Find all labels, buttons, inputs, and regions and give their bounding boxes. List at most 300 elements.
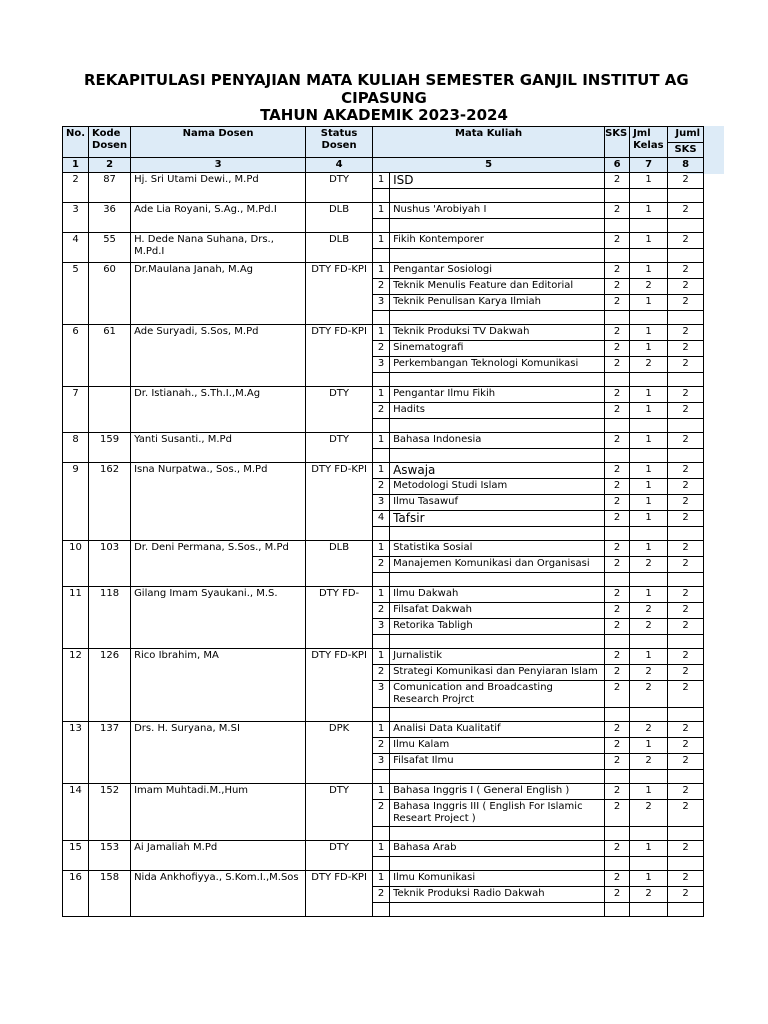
course-kelas: 1 (630, 511, 668, 527)
course-jumlah-sks: 2 (668, 649, 704, 665)
lecturer-name: Rico Ibrahim, MA (131, 649, 306, 722)
col-num: 8 (668, 158, 704, 173)
empty-cell (390, 219, 605, 233)
course-name: Metodologi Studi Islam (390, 479, 605, 495)
header-jumlah: Juml (668, 127, 704, 143)
empty-cell (668, 189, 704, 203)
empty-cell (630, 373, 668, 387)
course-number: 1 (373, 722, 390, 738)
lecturer-status: DTY FD-KPI (306, 871, 373, 917)
course-sks: 2 (605, 357, 630, 373)
course-jumlah-sks: 2 (668, 433, 704, 449)
course-name: Nushus 'Arobiyah I (390, 203, 605, 219)
col-num: 7 (630, 158, 668, 173)
empty-cell (605, 373, 630, 387)
course-kelas: 1 (630, 203, 668, 219)
empty-cell (630, 857, 668, 871)
report-title-line2: CIPASUNG (341, 89, 427, 107)
lecturer-status: DPK (306, 722, 373, 784)
col-num: 5 (373, 158, 605, 173)
course-name: Bahasa Inggris I ( General English ) (390, 784, 605, 800)
course-jumlah-sks: 2 (668, 784, 704, 800)
lecturer-name: H. Dede Nana Suhana, Drs., M.Pd.I (131, 233, 306, 263)
course-name: Aswaja (390, 463, 605, 479)
empty-cell (390, 827, 605, 841)
lecturer-kode: 153 (89, 841, 131, 871)
course-name: Ilmu Tasawuf (390, 495, 605, 511)
lecturer-status: DLB (306, 541, 373, 587)
empty-cell (373, 249, 390, 263)
course-sks: 2 (605, 649, 630, 665)
course-jumlah-sks: 2 (668, 463, 704, 479)
course-number: 3 (373, 754, 390, 770)
empty-cell (630, 573, 668, 587)
col-num: 6 (605, 158, 630, 173)
course-number: 3 (373, 357, 390, 373)
course-jumlah-sks: 2 (668, 541, 704, 557)
course-sks: 2 (605, 738, 630, 754)
course-number: 1 (373, 173, 390, 189)
course-kelas: 1 (630, 295, 668, 311)
table-row (63, 433, 704, 449)
course-name: Ilmu Kalam (390, 738, 605, 754)
table-row (63, 263, 704, 279)
course-jumlah-sks: 2 (668, 387, 704, 403)
course-name: Jurnalistik (390, 649, 605, 665)
course-kelas: 1 (630, 871, 668, 887)
empty-cell (605, 311, 630, 325)
empty-cell (373, 635, 390, 649)
course-name: Analisi Data Kualitatif (390, 722, 605, 738)
empty-cell (373, 527, 390, 541)
course-jumlah-sks: 2 (668, 295, 704, 311)
course-kelas: 1 (630, 325, 668, 341)
course-number: 1 (373, 541, 390, 557)
empty-cell (373, 189, 390, 203)
lecturer-kode: 60 (89, 263, 131, 325)
lecturer-no: 9 (63, 463, 89, 541)
course-number: 2 (373, 665, 390, 681)
table-row (63, 203, 704, 219)
lecturer-name: Drs. H. Suryana, M.SI (131, 722, 306, 784)
course-jumlah-sks: 2 (668, 263, 704, 279)
course-number: 1 (373, 433, 390, 449)
empty-cell (373, 708, 390, 722)
course-name: Teknik Menulis Feature dan Editorial (390, 279, 605, 295)
course-kelas: 1 (630, 784, 668, 800)
course-jumlah-sks: 2 (668, 403, 704, 419)
empty-cell (668, 219, 704, 233)
course-kelas: 2 (630, 557, 668, 573)
lecturer-kode: 152 (89, 784, 131, 841)
empty-cell (390, 527, 605, 541)
lecturer-kode: 159 (89, 433, 131, 463)
course-name: Hadits (390, 403, 605, 419)
course-sks: 2 (605, 295, 630, 311)
course-sks: 2 (605, 754, 630, 770)
course-number: 1 (373, 587, 390, 603)
empty-cell (630, 527, 668, 541)
course-sks: 2 (605, 681, 630, 708)
lecturer-name: Isna Nurpatwa., Sos., M.Pd (131, 463, 306, 541)
course-jumlah-sks: 2 (668, 665, 704, 681)
course-jumlah-sks: 2 (668, 173, 704, 189)
course-name: Bahasa Indonesia (390, 433, 605, 449)
lecturer-status: DTY (306, 433, 373, 463)
course-kelas: 1 (630, 233, 668, 249)
lecturer-name: Dr.Maulana Janah, M.Ag (131, 263, 306, 325)
course-number: 2 (373, 800, 390, 827)
course-number: 3 (373, 681, 390, 708)
course-jumlah-sks: 2 (668, 887, 704, 903)
lecturer-kode: 118 (89, 587, 131, 649)
course-name: Bahasa Inggris III ( English For Islamic Researt Project ) (390, 800, 605, 827)
course-sks: 2 (605, 841, 630, 857)
course-kelas: 1 (630, 541, 668, 557)
empty-cell (668, 449, 704, 463)
col-num: 2 (89, 158, 131, 173)
course-name: Tafsir (390, 511, 605, 527)
lecturer-status: DTY FD-KPI (306, 263, 373, 325)
header-kode: Kode Dosen (89, 127, 131, 158)
empty-cell (390, 419, 605, 433)
course-kelas: 1 (630, 479, 668, 495)
course-number: 2 (373, 603, 390, 619)
header-mata-kuliah: Mata Kuliah (373, 127, 605, 158)
report-title: REKAPITULASI PENYAJIAN MATA KULIAH SEMESTER GANJIL INSTITUT AG (84, 71, 689, 89)
course-sks: 2 (605, 263, 630, 279)
course-number: 1 (373, 203, 390, 219)
course-kelas: 2 (630, 722, 668, 738)
empty-cell (605, 635, 630, 649)
empty-cell (630, 189, 668, 203)
empty-cell (605, 573, 630, 587)
lecturer-name: Hj. Sri Utami Dewi., M.Pd (131, 173, 306, 203)
table-row (63, 173, 704, 189)
course-name: Sinematografi (390, 341, 605, 357)
course-kelas: 2 (630, 603, 668, 619)
course-number: 3 (373, 495, 390, 511)
empty-cell (390, 903, 605, 917)
lecturer-status: DLB (306, 203, 373, 233)
course-number: 1 (373, 325, 390, 341)
lecturer-no: 7 (63, 387, 89, 433)
header-no: No. (63, 127, 89, 158)
course-number: 1 (373, 263, 390, 279)
course-jumlah-sks: 2 (668, 325, 704, 341)
course-jumlah-sks: 2 (668, 619, 704, 635)
table-row (63, 541, 704, 557)
course-kelas: 2 (630, 279, 668, 295)
empty-cell (668, 527, 704, 541)
lecturer-no: 4 (63, 233, 89, 263)
course-name: Filsafat Dakwah (390, 603, 605, 619)
empty-cell (373, 573, 390, 587)
lecturer-no: 8 (63, 433, 89, 463)
course-number: 2 (373, 479, 390, 495)
course-jumlah-sks: 2 (668, 738, 704, 754)
course-kelas: 1 (630, 495, 668, 511)
course-jumlah-sks: 2 (668, 203, 704, 219)
course-kelas: 1 (630, 463, 668, 479)
course-kelas: 1 (630, 738, 668, 754)
header-status: Status Dosen (306, 127, 373, 158)
header-row (63, 127, 704, 143)
course-kelas: 2 (630, 681, 668, 708)
empty-cell (390, 449, 605, 463)
course-kelas: 1 (630, 587, 668, 603)
lecturer-status: DTY (306, 784, 373, 841)
course-name: Manajemen Komunikasi dan Organisasi (390, 557, 605, 573)
course-jumlah-sks: 2 (668, 841, 704, 857)
course-number: 4 (373, 511, 390, 527)
table-row (63, 784, 704, 800)
course-name: ISD (390, 173, 605, 189)
table-row (63, 325, 704, 341)
course-jumlah-sks: 2 (668, 587, 704, 603)
lecturer-name: Ai Jamaliah M.Pd (131, 841, 306, 871)
empty-cell (630, 770, 668, 784)
empty-cell (630, 449, 668, 463)
empty-cell (605, 189, 630, 203)
course-jumlah-sks: 2 (668, 279, 704, 295)
course-sks: 2 (605, 557, 630, 573)
course-sks: 2 (605, 887, 630, 903)
empty-cell (373, 419, 390, 433)
lecturer-status: DTY FD-KPI (306, 649, 373, 722)
course-kelas: 2 (630, 800, 668, 827)
course-sks: 2 (605, 603, 630, 619)
course-kelas: 2 (630, 619, 668, 635)
lecturer-name: Yanti Susanti., M.Pd (131, 433, 306, 463)
course-name: Ilmu Komunikasi (390, 871, 605, 887)
empty-cell (390, 708, 605, 722)
lecturer-kode: 162 (89, 463, 131, 541)
course-number: 1 (373, 233, 390, 249)
course-sks: 2 (605, 587, 630, 603)
lecturer-no: 3 (63, 203, 89, 233)
empty-cell (605, 449, 630, 463)
empty-cell (630, 708, 668, 722)
course-sks: 2 (605, 279, 630, 295)
empty-cell (605, 527, 630, 541)
lecturer-name: Dr. Istianah., S.Th.I.,M.Ag (131, 387, 306, 433)
lecturer-name: Ade Suryadi, S.Sos, M.Pd (131, 325, 306, 387)
empty-cell (668, 827, 704, 841)
course-number: 2 (373, 557, 390, 573)
course-sks: 2 (605, 233, 630, 249)
empty-cell (630, 827, 668, 841)
course-jumlah-sks: 2 (668, 357, 704, 373)
lecturer-no: 5 (63, 263, 89, 325)
empty-cell (373, 770, 390, 784)
empty-cell (605, 219, 630, 233)
course-name: Pengantar Sosiologi (390, 263, 605, 279)
course-number: 1 (373, 463, 390, 479)
lecturer-no: 11 (63, 587, 89, 649)
lecturer-status: DTY (306, 173, 373, 203)
course-sks: 2 (605, 463, 630, 479)
course-number: 2 (373, 279, 390, 295)
course-name: Teknik Produksi Radio Dakwah (390, 887, 605, 903)
empty-cell (390, 770, 605, 784)
empty-cell (390, 857, 605, 871)
empty-cell (668, 249, 704, 263)
empty-cell (390, 635, 605, 649)
empty-cell (630, 311, 668, 325)
table-row (63, 233, 704, 249)
course-name: Ilmu Dakwah (390, 587, 605, 603)
course-number: 3 (373, 295, 390, 311)
lecturer-no: 14 (63, 784, 89, 841)
course-kelas: 2 (630, 357, 668, 373)
course-sks: 2 (605, 173, 630, 189)
empty-cell (605, 419, 630, 433)
lecturer-no: 12 (63, 649, 89, 722)
lecturer-name: Nida Ankhofiyya., S.Kom.I.,M.Sos (131, 871, 306, 917)
course-number: 1 (373, 784, 390, 800)
lecturer-name: Dr. Deni Permana, S.Sos., M.Pd (131, 541, 306, 587)
course-name: Teknik Produksi TV Dakwah (390, 325, 605, 341)
course-sks: 2 (605, 800, 630, 827)
course-sks: 2 (605, 325, 630, 341)
course-number: 2 (373, 887, 390, 903)
course-sks: 2 (605, 203, 630, 219)
lecturer-kode: 103 (89, 541, 131, 587)
empty-cell (373, 373, 390, 387)
lecturer-no: 16 (63, 871, 89, 917)
lecturer-kode: 137 (89, 722, 131, 784)
course-name: Perkembangan Teknologi Komunikasi (390, 357, 605, 373)
empty-cell (390, 373, 605, 387)
empty-cell (390, 573, 605, 587)
empty-cell (605, 249, 630, 263)
lecturer-status: DTY FD-KPI (306, 463, 373, 541)
header-nama: Nama Dosen (131, 127, 306, 158)
course-sks: 2 (605, 479, 630, 495)
empty-cell (668, 573, 704, 587)
course-sks: 2 (605, 511, 630, 527)
empty-cell (668, 770, 704, 784)
course-name: Comunication and Broadcasting Research Projrct (390, 681, 605, 708)
course-jumlah-sks: 2 (668, 800, 704, 827)
course-sks: 2 (605, 871, 630, 887)
header-sks: SKS (605, 127, 630, 158)
course-sks: 2 (605, 495, 630, 511)
course-jumlah-sks: 2 (668, 871, 704, 887)
course-name: Strategi Komunikasi dan Penyiaran Islam (390, 665, 605, 681)
lecturer-no: 10 (63, 541, 89, 587)
empty-cell (668, 903, 704, 917)
lecturer-name: Gilang Imam Syaukani., M.S. (131, 587, 306, 649)
course-name: Pengantar Ilmu Fikih (390, 387, 605, 403)
course-sks: 2 (605, 784, 630, 800)
table-row (63, 871, 704, 887)
empty-cell (605, 827, 630, 841)
course-sks: 2 (605, 341, 630, 357)
column-number-row (63, 158, 704, 173)
empty-cell (668, 311, 704, 325)
empty-cell (668, 419, 704, 433)
course-number: 2 (373, 738, 390, 754)
empty-cell (373, 449, 390, 463)
lecturer-name: Imam Muhtadi.M.,Hum (131, 784, 306, 841)
empty-cell (630, 249, 668, 263)
lecturer-no: 13 (63, 722, 89, 784)
course-kelas: 1 (630, 841, 668, 857)
course-kelas: 1 (630, 387, 668, 403)
empty-cell (605, 903, 630, 917)
course-number: 3 (373, 619, 390, 635)
table-row (63, 387, 704, 403)
course-kelas: 1 (630, 433, 668, 449)
empty-cell (373, 857, 390, 871)
course-name: Fikih Kontemporer (390, 233, 605, 249)
empty-cell (373, 219, 390, 233)
table-row (63, 649, 704, 665)
table-row (63, 841, 704, 857)
lecturer-status: DTY (306, 387, 373, 433)
course-name: Retorika Tabligh (390, 619, 605, 635)
header-jml-kelas: Jml Kelas (630, 127, 668, 158)
lecturer-kode: 158 (89, 871, 131, 917)
course-kelas: 1 (630, 341, 668, 357)
course-kelas: 1 (630, 649, 668, 665)
course-sks: 2 (605, 433, 630, 449)
lecturer-no: 15 (63, 841, 89, 871)
header-jumlah-sks: SKS (668, 143, 704, 158)
course-kelas: 2 (630, 887, 668, 903)
empty-cell (630, 219, 668, 233)
course-jumlah-sks: 2 (668, 557, 704, 573)
empty-cell (605, 770, 630, 784)
empty-cell (373, 311, 390, 325)
col-num: 1 (63, 158, 89, 173)
course-jumlah-sks: 2 (668, 233, 704, 249)
empty-cell (373, 827, 390, 841)
course-number: 1 (373, 841, 390, 857)
lecturer-kode (89, 387, 131, 433)
lecturer-status: DLB (306, 233, 373, 263)
lecturer-status: DTY (306, 841, 373, 871)
empty-cell (605, 857, 630, 871)
table-row (63, 587, 704, 603)
empty-cell (668, 708, 704, 722)
course-kelas: 2 (630, 754, 668, 770)
course-jumlah-sks: 2 (668, 754, 704, 770)
empty-cell (668, 635, 704, 649)
empty-cell (373, 903, 390, 917)
lecturer-no: 6 (63, 325, 89, 387)
empty-cell (668, 373, 704, 387)
course-kelas: 1 (630, 173, 668, 189)
course-name: Statistika Sosial (390, 541, 605, 557)
lecturer-kode: 126 (89, 649, 131, 722)
lecturer-kode: 55 (89, 233, 131, 263)
empty-cell (390, 189, 605, 203)
lecturer-no: 2 (63, 173, 89, 203)
course-kelas: 1 (630, 403, 668, 419)
course-jumlah-sks: 2 (668, 341, 704, 357)
course-name: Teknik Penulisan Karya Ilmiah (390, 295, 605, 311)
empty-cell (390, 249, 605, 263)
lecturer-status: DTY FD- (306, 587, 373, 649)
empty-cell (630, 635, 668, 649)
empty-cell (668, 857, 704, 871)
lecturer-kode: 36 (89, 203, 131, 233)
empty-cell (605, 708, 630, 722)
lecturer-status: DTY FD-KPI (306, 325, 373, 387)
